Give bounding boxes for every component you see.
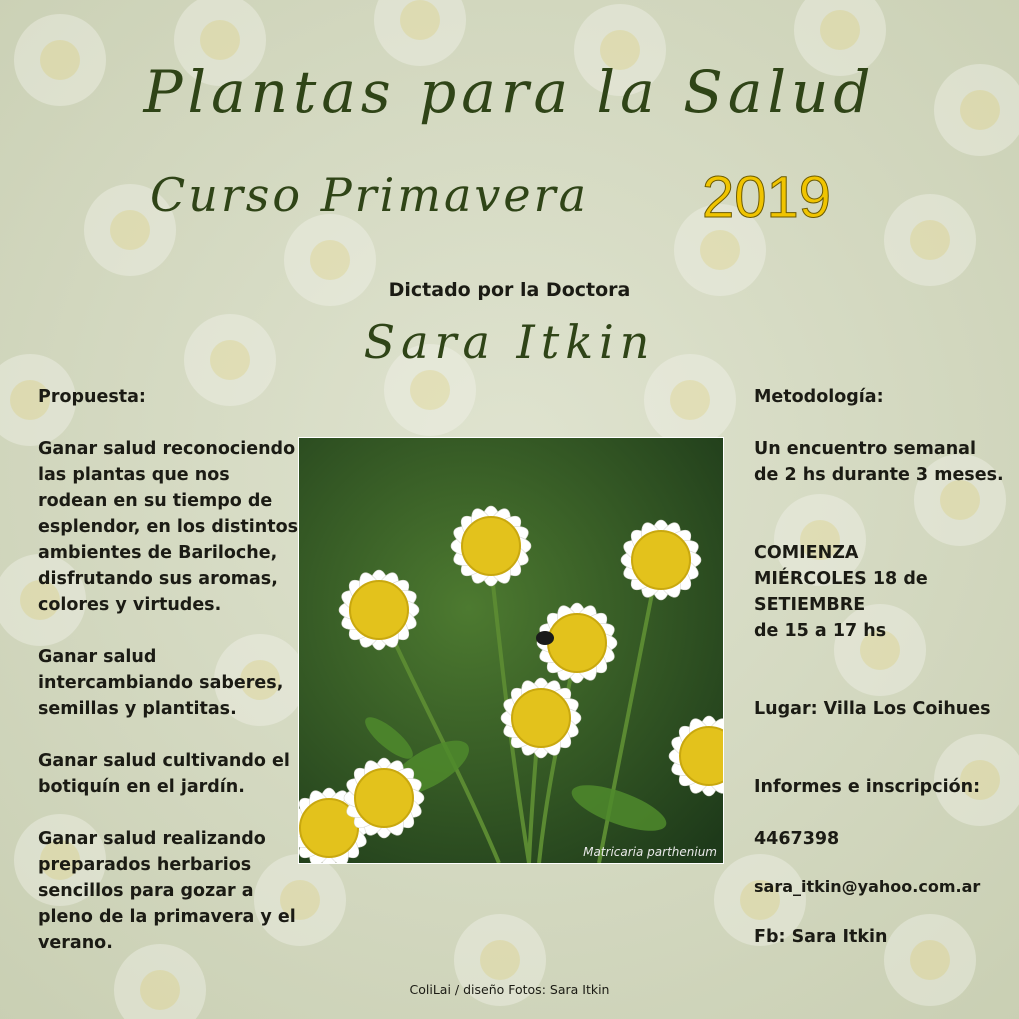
proposal-paragraph-1: Ganar salud reconociendo las plantas que nos rodean en su tiempo de esplendor, en los distintos ambientes de Bariloche, disfrutando sus aromas, colores y virtudes. <box>38 439 299 615</box>
credits-footer: ColiLai / diseño Fotos: Sara Itkin <box>409 982 610 997</box>
facebook-text: Fb: Sara Itkin <box>754 927 888 947</box>
start-line-4: de 15 a 17 hs <box>754 621 887 641</box>
email-address: sara_itkin@yahoo.com.ar <box>754 877 981 896</box>
place-text: Lugar: Villa Los Coihues <box>754 699 991 719</box>
schedule-text: Un encuentro semanal de 2 hs durante 3 meses. <box>754 439 1004 485</box>
proposal-column <box>38 384 298 956</box>
phone-number: 4467398 <box>754 829 840 849</box>
course-subtitle: Curso Primavera <box>150 168 590 222</box>
proposal-paragraph-4: Ganar salud realizando preparados herbarios sencillos para gozar a pleno de la primavera y el verano. <box>38 829 296 953</box>
speaker-name: Sara Itkin <box>363 315 656 369</box>
dictado-label: Dictado por la Doctora <box>388 279 631 301</box>
photo-caption: Matricaria parthenium <box>583 845 717 859</box>
start-line-1: COMIENZA <box>754 543 859 563</box>
proposal-paragraph-3: Ganar salud cultivando el botiquín en el jardín. <box>38 751 290 797</box>
methodology-heading: Metodología: <box>754 387 884 407</box>
proposal-paragraph-2: Ganar salud intercambiando saberes, semillas y plantitas. <box>38 647 284 719</box>
daisy-illustration <box>299 438 723 863</box>
start-line-3: SETIEMBRE <box>754 595 866 615</box>
start-line-2: MIÉRCOLES 18 de <box>754 569 928 589</box>
poster-title: Plantas para la Salud <box>143 58 876 126</box>
course-year: 2019 <box>702 165 832 230</box>
info-heading: Informes e inscripción: <box>754 777 981 797</box>
proposal-heading: Propuesta: <box>38 387 146 407</box>
chamomile-photo <box>298 437 724 864</box>
methodology-column <box>754 384 1004 950</box>
